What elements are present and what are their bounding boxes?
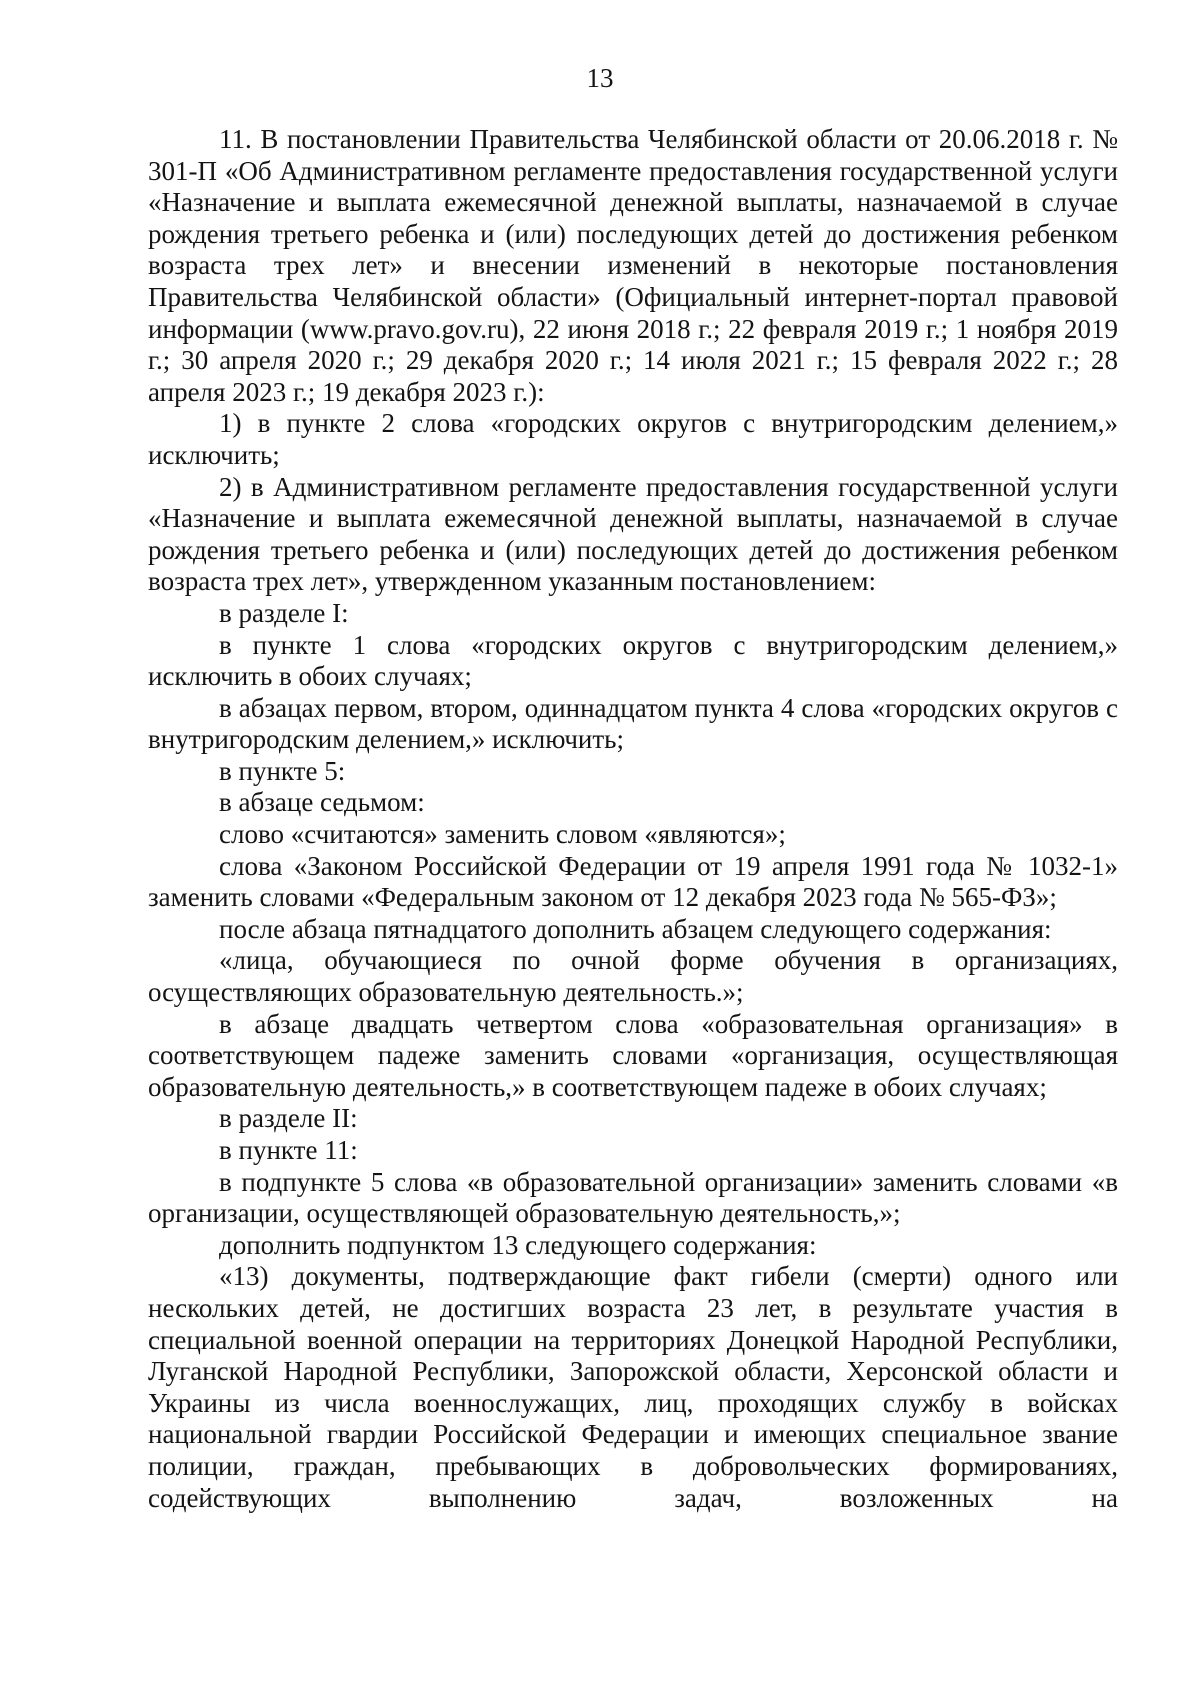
paragraph-word-replace: слово «считаются» заменить словом «являются»; <box>219 819 786 850</box>
paragraph-quoted-persons: «лица, обучающиеся по очной форме обучения в организациях, осуществляющих образовательную деятельность.»; <box>148 945 1118 1008</box>
document-body <box>148 124 1118 1514</box>
paragraph-point-1: в пункте 1 слова «городских округов с внутригородским делением,» исключить в обоих случаях; <box>148 629 1118 692</box>
paragraph-11: 11. В постановлении Правительства Челябинской области от 20.06.2018 г. № 301-П «Об Административном регламенте предоставления государственной услуги «Назначение и выплата ежемесячной денежной выплаты, назначаемой в случае рождения третьего ребенка и (или) последующих детей до достижения ребенком возраста трех лет» и внесении изменений в некоторые постановления Правительства Челябинской области» (Официальный интернет-портал правовой информации (www.pravo.gov.ru), 22 июня 2018 г.; 22 февраля 2019 г.; 1 ноября 2019 г.; 30 апреля 2020 г.; 29 декабря 2020 г.; 14 июля 2021 г.; 15 февраля 2022 г.; 28 апреля 2023 г.; 19 декабря 2023 г.): <box>148 124 1118 407</box>
paragraph-seventh-abzac: в абзаце седьмом: <box>219 787 425 818</box>
paragraph-subitem-1: 1) в пункте 2 слова «городских округов с внутригородским делением,» исключить; <box>148 408 1118 470</box>
paragraph-subpoint-5: в подпункте 5 слова «в образовательной организации» заменить словами «в организации, осуществляющей образовательную деятельность,»; <box>148 1166 1118 1229</box>
paragraph-section-2: в разделе II: <box>219 1103 358 1134</box>
paragraph-add-subpoint-13: дополнить подпунктом 13 следующего содержания: <box>219 1229 817 1260</box>
paragraph-subpoint-13-text: «13) документы, подтверждающие факт гибели (смерти) одного или нескольких детей, не достигших возраста 23 лет, в результате участия в специальной военной операции на территориях Донецкой Народной Республики, Луганской Народной Республики, Запорожской области, Херсонской области и Украины из числа военнослужащих, лиц, проходящих службу в войсках национальной гвардии Российской Федерации и имеющих специальное звание полиции, граждан, пребывающих в добровольческих формированиях, содействующих выполнению задач, возложенных на <box>148 1261 1118 1513</box>
paragraph-point-5: в пункте 5: <box>219 755 346 786</box>
paragraph-point-11: в пункте 11: <box>219 1135 358 1165</box>
paragraph-twenty-fourth: в абзаце двадцать четвертом слова «образовательная организация» в соответствующем падеже заменить словами «организация, осуществляющая образовательную деятельность,» в соответствующем падеже в обоих случаях; <box>148 1008 1118 1102</box>
paragraph-subitem-2: 2) в Административном регламенте предоставления государственной услуги «Назначение и выплата ежемесячной денежной выплаты, назначаемой в случае рождения третьего ребенка и (или) последующих детей до достижения ребенком возраста трех лет», утвержденном указанным постановлением: <box>148 471 1118 597</box>
paragraph-section-1: в разделе I: <box>219 597 349 628</box>
paragraph-point-4: в абзацах первом, втором, одиннадцатом пункта 4 слова «городских округов с внутригородским делением,» исключить; <box>148 692 1118 755</box>
page-number: 13 <box>586 63 614 93</box>
paragraph-law-replace: слова «Законом Российской Федерации от 19 апреля 1991 года № 1032-1» заменить словами «Федеральным законом от 12 декабря 2023 года № 565-ФЗ»; <box>148 850 1118 913</box>
paragraph-after-fifteenth: после абзаца пятнадцатого дополнить абзацем следующего содержания: <box>219 913 1052 944</box>
